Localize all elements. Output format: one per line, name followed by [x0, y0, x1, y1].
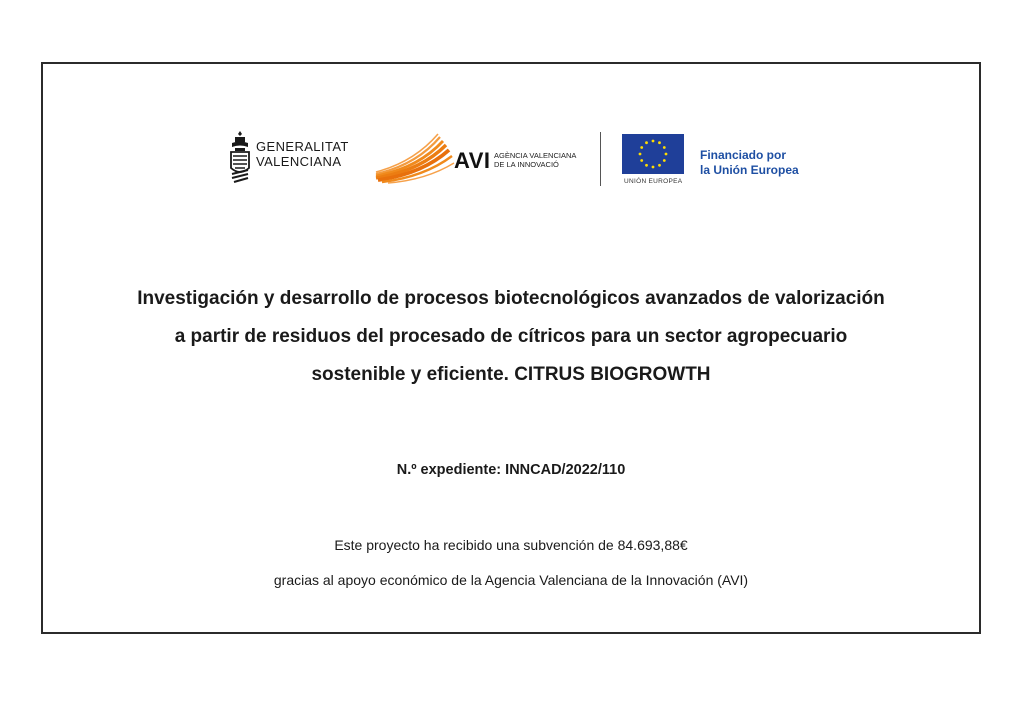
- generalitat-name-line2: VALENCIANA: [256, 154, 342, 169]
- logos-band: [43, 64, 979, 224]
- expediente-number: N.º expediente: INNCAD/2022/110: [396, 462, 626, 478]
- funding-line: Este proyecto ha recibido una subvención de 84.693,88€: [334, 537, 688, 553]
- avi-acronym: AVI: [454, 148, 491, 173]
- eu-caption: UNIÓN EUROPEA: [624, 178, 683, 185]
- eu-flag-icon: [622, 134, 684, 174]
- poster-frame: [41, 62, 981, 634]
- avi-agency-line2: DE LA INNOVACIÓ: [494, 160, 559, 169]
- avi-agency-line1: AGÈNCIA VALENCIANA: [494, 151, 577, 160]
- avi-logo: [374, 132, 584, 184]
- eu-funded-text: [700, 148, 799, 178]
- funding-line: gracias al apoyo económico de la Agencia Valenciana de la Innovación (AVI): [273, 572, 749, 588]
- avi-agency-name: [494, 151, 576, 169]
- project-title-line: sostenible y eficiente. CITRUS BIOGROWTH: [311, 364, 711, 385]
- logo-divider: [600, 132, 601, 186]
- eu-funded-line1: Financiado por: [700, 148, 787, 162]
- project-title-line: a partir de residuos del procesado de cítricos para un sector agropecuario: [174, 326, 848, 347]
- generalitat-name-line1: GENERALITAT: [256, 139, 349, 154]
- eu-funded-line2: la Unión Europea: [700, 163, 799, 177]
- funding-statement: [43, 528, 979, 598]
- project-title: [43, 280, 979, 394]
- generalitat-emblem-icon: [229, 130, 251, 184]
- avi-swoosh-icon: [374, 132, 458, 184]
- project-title-line: Investigación y desarrollo de procesos biotecnológicos avanzados de valorización: [137, 288, 885, 309]
